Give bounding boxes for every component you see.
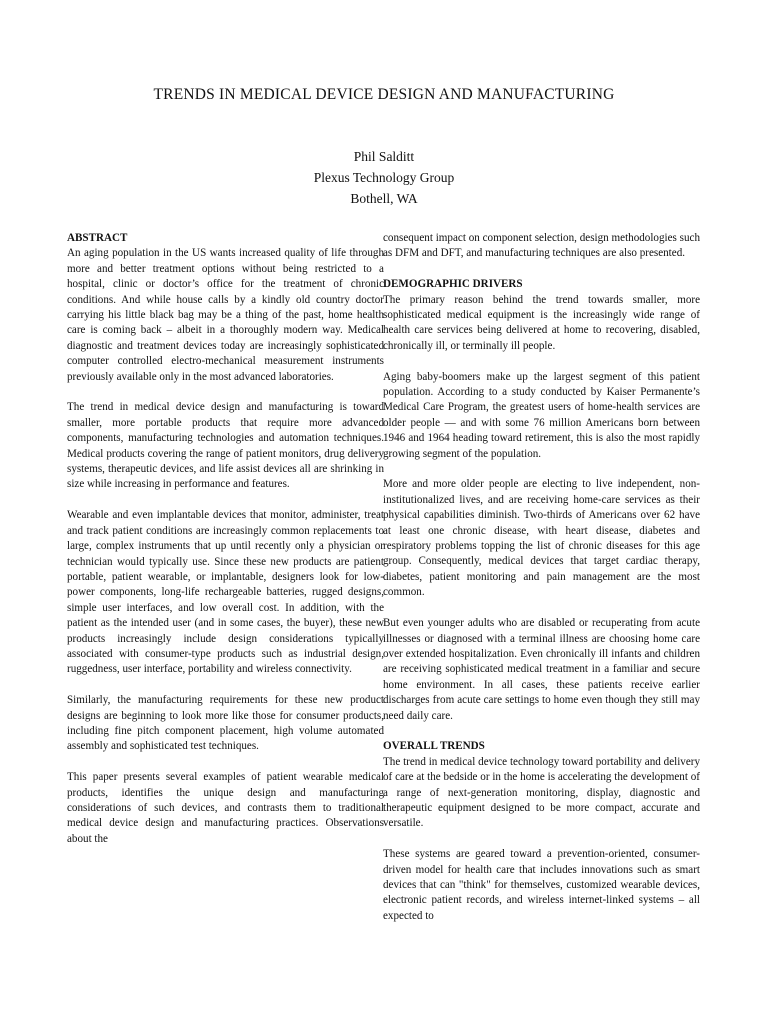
abstract-paragraph-5: This paper presents several examples of patient wearable medical products, identifies the unique design and manufacturing considerations of such devices, and contrasts them to traditional medical device design and manufacturing practices. Observations about the	[67, 771, 384, 845]
abstract-paragraph-3: Wearable and even implantable devices that monitor, administer, treat and track patient conditions are increasingly common replacements to large, complex instruments that up until recently only a physician or technician would typically use. Since these new products are patient portable, patient wearable, or implantable, designers look for low-power components, long-life rechargeable batteries, rugged designs, simple user interfaces, and low overall cost. In addition, with the patient as the intended user (and in some cases, the buyer), these new products increasingly include design considerations typically associated with consumer-type products such as industrial design, ruggedness, user interface, portability and wireless connectivity.	[67, 509, 384, 676]
paper-title: TRENDS IN MEDICAL DEVICE DESIGN AND MANUFACTURING	[153, 86, 615, 103]
overall-trends-heading: OVERALL TRENDS	[383, 740, 485, 753]
demographic-drivers-heading: DEMOGRAPHIC DRIVERS	[383, 278, 523, 291]
right-column	[383, 231, 700, 924]
author-location: Bothell, WA	[350, 191, 418, 206]
overall-trends-paragraph-1: The trend in medical device technology toward portability and delivery of care at the bedside or in the home is accelerating the development of a range of next-generation monitoring, display, diagnostic and therapeutic equipment designed to be more compact, accurate and versatile.	[383, 755, 700, 830]
abstract-paragraph-1: An aging population in the US wants increased quality of life through more and better treatment options without being restricted to a hospital, clinic or doctor’s office for the treatment of chronic conditions. And while house calls by a kindly old country doctor carrying his little black bag may be a thing of the past, home health care is coming back – albeit in a thoroughly modern way. Medical diagnostic and treatment devices today are increasingly sophisticated computer controlled electro-mechanical measurement instruments previously available only in the most advanced laboratories.	[67, 247, 384, 383]
demographic-paragraph-1: The primary reason behind the trend towards smaller, more sophisticated medical equipment is the increasingly wide range of health care services being delivered at home to recovering, disabled, chronically ill, or terminally ill people.	[383, 293, 700, 352]
overall-trends-paragraph-2: These systems are geared toward a prevention-oriented, consumer-driven model for health care that includes innovations such as smart devices that can "think" for themselves, customized wearable devices, electronic patient records, and wireless internet-linked systems – all expected to	[383, 848, 700, 922]
abstract-paragraph-4: Similarly, the manufacturing requirements for these new product designs are beginning to look more like those for consumer products, including fine pitch component placement, high volume automated assembly and sophisticated test techniques.	[67, 694, 384, 753]
abstract-continuation: consequent impact on component selection, design methodologies such as DFM and DFT, and manufacturing techniques are also presented.	[383, 232, 700, 260]
demographic-paragraph-4: But even younger adults who are disabled or recuperating from acute illnesses or diagnosed with a terminal illness are choosing home care over extended hospitalization. Even chronically ill infants and children are receiving sophisticated medical treatment in a familiar and secure home environment. In all cases, these patients receive earlier discharges from acute care settings to home even though they still may need daily care.	[383, 617, 700, 722]
abstract-heading: ABSTRACT	[67, 232, 128, 244]
demographic-paragraph-3: More and more older people are electing to live independent, non-institutionalized lives, and are receiving home-care services as their physical capabilities diminish. Two-thirds of Americans over 62 have at least one chronic disease, with heart disease, diabetes and respiratory problems topping the list of chronic diseases for this age group. Consequently, medical devices that target cardiac therapy, diabetes, patient monitoring and pain management are the most common.	[383, 478, 700, 599]
author-organization: Plexus Technology Group	[313, 170, 455, 185]
author-name: Phil Salditt	[353, 149, 415, 164]
author-block	[0, 146, 768, 209]
abstract-paragraph-2: The trend in medical device design and manufacturing is toward smaller, more portable products that require more advanced components, manufacturing technologies and automation techniques. Medical products covering the range of patient monitors, drug delivery systems, therapeutic devices, and life assist devices all are shrinking in size while increasing in performance and features.	[67, 401, 384, 491]
demographic-paragraph-2: Aging baby-boomers make up the largest segment of this patient population. According to a study conducted by Kaiser Permanente’s Medical Care Program, the greatest users of home-health services are older people — and with some 76 million Americans born between 1946 and 1964 heading toward retirement, this is also the most rapidly growing segment of the population.	[383, 370, 700, 460]
left-column	[67, 231, 384, 847]
